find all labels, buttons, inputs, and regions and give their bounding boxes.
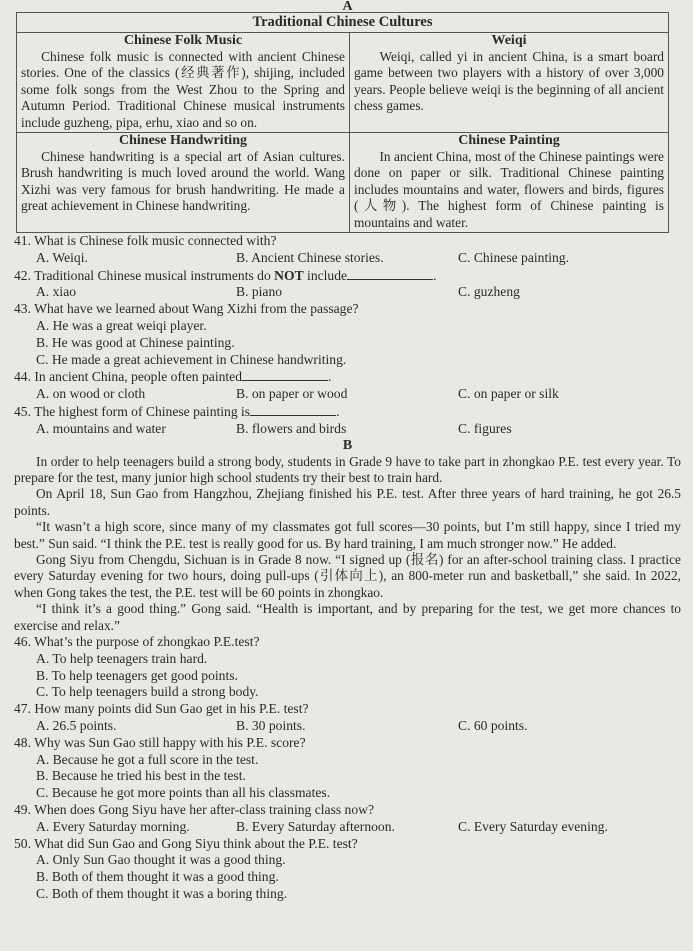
question-text-end: include <box>303 267 348 283</box>
option-c: C. Because he got more points than all his classmates. <box>36 785 331 801</box>
cultures-table <box>16 12 669 233</box>
option-c: C. He made a great achievement in Chinese handwriting. <box>36 351 347 367</box>
period: . <box>336 404 340 420</box>
cell-text: In ancient China, most of the Chinese paintings were done on paper or silk. Traditional Chinese painting includes mountains and water, flowers and birds, figures (人物). The highest form of Chinese painting is mountains and water. <box>354 149 664 230</box>
option-b: B. Every Saturday afternoon. <box>236 818 395 834</box>
period: . <box>328 369 332 385</box>
question-49: 49. When does Gong Siyu have her after-class training class now? <box>14 802 374 818</box>
cell-weiqi <box>350 33 669 133</box>
option-b: B. He was good at Chinese painting. <box>36 334 235 350</box>
option-b: B. Ancient Chinese stories. <box>236 249 384 265</box>
passage-paragraph: In order to help teenagers build a strong body, students in Grade 9 have to take part in zhongkao P.E. test every year. To prepare for the test, many junior high school students try their best to train hard. <box>14 453 681 486</box>
option-a: A. mountains and water <box>36 420 166 436</box>
question-43: 43. What have we learned about Wang Xizhi from the passage? <box>14 301 359 317</box>
cell-folk-music <box>17 33 350 133</box>
option-c: C. To help teenagers build a strong body. <box>36 684 259 700</box>
section-b-label: B <box>342 437 353 453</box>
cell-text: Chinese handwriting is a special art of Asian cultures. Brush handwriting is much loved around the world. Wang Xizhi was very famous for brush handwriting. He made a great achievement in Chinese handwriting. <box>21 149 345 214</box>
passage-paragraph: “I think it’s a good thing.” Gong said. “Health is important, and by preparing for the test, we get more chances to exercise and relax.” <box>14 601 681 633</box>
option-b: B. flowers and birds <box>236 420 347 436</box>
option-b: B. on paper or wood <box>236 386 348 402</box>
option-a: A. To help teenagers train hard. <box>36 650 208 666</box>
option-b: B. 30 points. <box>236 718 306 734</box>
options-47 <box>14 718 681 735</box>
option-b: B. To help teenagers get good points. <box>36 667 238 683</box>
option-c: C. Chinese painting. <box>458 249 570 265</box>
option-a: A. He was a great weiqi player. <box>36 318 207 334</box>
section-b-passage <box>14 454 681 634</box>
question-46: 46. What’s the purpose of zhongkao P.E.test? <box>14 634 260 650</box>
passage-paragraph: Gong Siyu from Chengdu, Sichuan is in Grade 8 now. “I signed up (报名) for an after-school training class. I practice every Saturday evening for two hours, doing pull-ups (引体向上), an 800-meter run and basketball,” she said. In 2022, when Gong takes the test, the P.E. test will be 60 points in zhongkao. <box>14 552 681 600</box>
options-42 <box>14 284 681 301</box>
table-title: Traditional Chinese Cultures <box>17 13 669 33</box>
section-a-label: A <box>342 0 353 14</box>
cell-text: Chinese folk music is connected with ancient Chinese stories. One of the classics (经典著作), shijing, included some folk songs from the West Zhou to the Spring and Autumn Period. Traditional Chinese musical instruments include guzheng, pipa, erhu, xiao and so on. <box>21 49 345 130</box>
option-c: C. on paper or silk <box>458 386 559 402</box>
question-45 <box>14 403 681 421</box>
option-a: A. on wood or cloth <box>36 386 146 402</box>
option-c: C. Every Saturday evening. <box>458 818 608 834</box>
cell-heading: Chinese Painting <box>458 133 560 149</box>
option-c: C. Both of them thought it was a boring thing. <box>36 886 288 902</box>
emphasis-not: NOT <box>274 267 304 283</box>
period: . <box>433 267 437 283</box>
options-41 <box>14 250 681 267</box>
cell-handwriting <box>17 133 350 233</box>
cell-heading: Chinese Folk Music <box>123 33 243 48</box>
option-c: C. figures <box>458 420 512 436</box>
answer-blank <box>250 403 336 416</box>
question-41: 41. What is Chinese folk music connected with? <box>14 233 277 249</box>
answer-blank <box>242 368 328 381</box>
option-b: B. Both of them thought it was a good thing. <box>36 869 279 885</box>
question-44 <box>14 368 681 386</box>
options-44 <box>14 386 681 403</box>
option-b: B. Because he tried his best in the test. <box>36 768 246 784</box>
option-c: C. guzheng <box>458 284 520 300</box>
cell-painting <box>350 133 669 233</box>
passage-paragraph: On April 18, Sun Gao from Hangzhou, Zhejiang finished his P.E. test. After three years of hard training, he got 26.5 points. <box>14 486 681 518</box>
option-c: C. 60 points. <box>458 718 528 734</box>
question-text: 42. Traditional Chinese musical instruments do <box>14 267 275 283</box>
options-45 <box>14 421 681 438</box>
cell-heading: Weiqi <box>491 33 527 48</box>
option-a: A. 26.5 points. <box>36 718 117 734</box>
question-48: 48. Why was Sun Gao still happy with his P.E. score? <box>14 734 306 750</box>
question-42 <box>14 267 681 285</box>
option-b: B. piano <box>236 284 283 300</box>
question-47: 47. How many points did Sun Gao get in his P.E. test? <box>14 701 309 717</box>
options-49 <box>14 819 681 836</box>
option-a: A. Weiqi. <box>36 249 88 265</box>
question-text: 44. In ancient China, people often painted <box>14 369 243 385</box>
question-50: 50. What did Sun Gao and Gong Siyu think about the P.E. test? <box>14 835 358 851</box>
passage-paragraph: “It wasn’t a high score, since many of my classmates got full scores—30 points, but I’m still happy, since I tried my best.” Sun said. “I think the P.E. test is really good for us. By hard training, I am much stronger now.” He added. <box>14 519 681 551</box>
cell-heading: Chinese Handwriting <box>119 133 247 149</box>
option-a: A. Only Sun Gao thought it was a good thing. <box>36 852 286 868</box>
option-a: A. xiao <box>36 284 77 300</box>
option-a: A. Every Saturday morning. <box>36 818 190 834</box>
question-text: 45. The highest form of Chinese painting is <box>14 404 251 420</box>
section-a-questions <box>14 233 681 438</box>
answer-blank <box>347 267 433 280</box>
cell-text: Weiqi, called yi in ancient China, is a smart board game between two players with a history of over 3,000 years. People believe weiqi is the beginning of all ancient chess games. <box>354 49 664 114</box>
section-b-questions <box>14 634 681 903</box>
option-a: A. Because he got a full score in the test. <box>36 751 259 767</box>
